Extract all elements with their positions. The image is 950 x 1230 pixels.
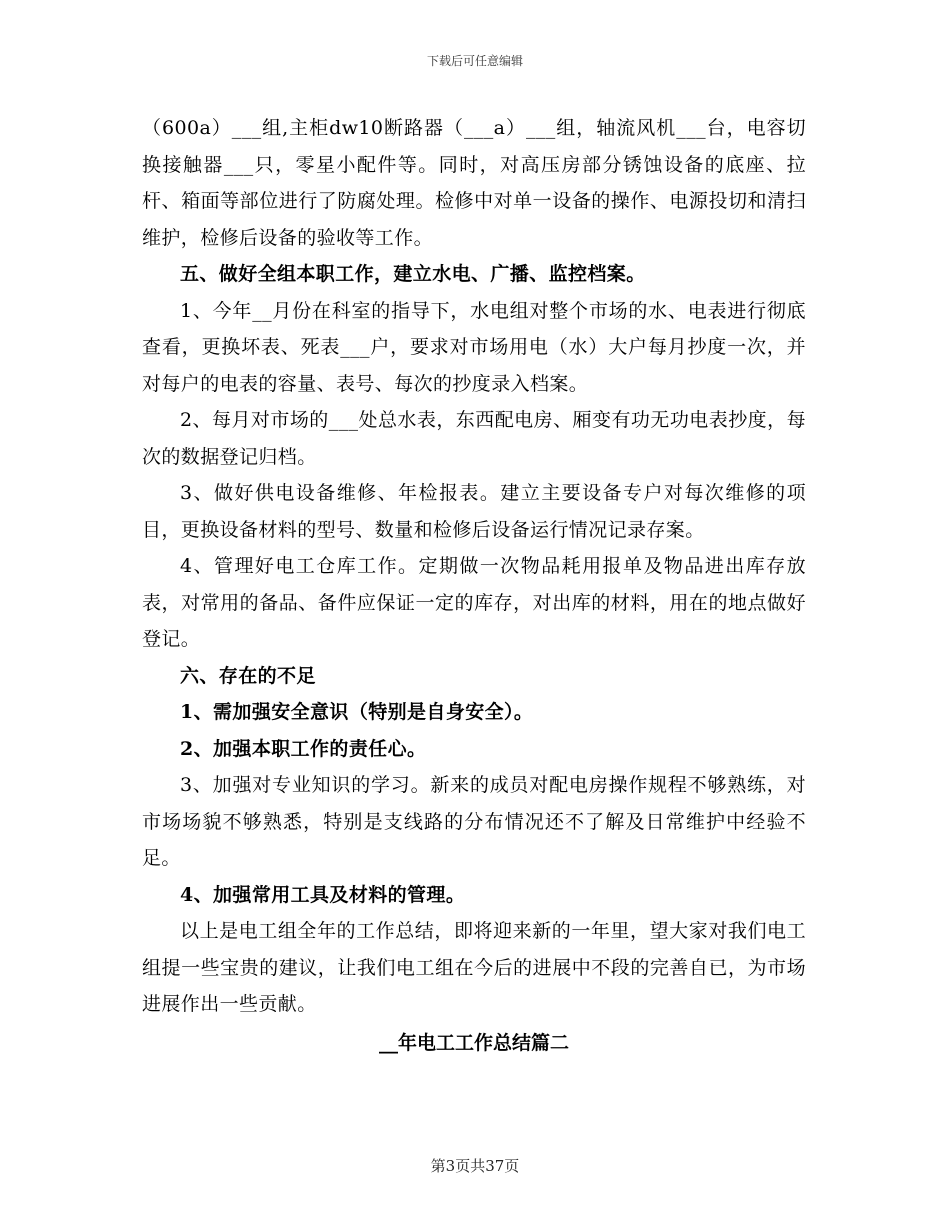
section-title-part-two: __年电工工作总结篇二 (378, 1031, 569, 1054)
paragraph-item-1: 1、今年__月份在科室的指导下，水电组对整个市场的水、电表进行彻底查看，更换坏表、死表___户，要求对市场用电（水）大户每月抄度一次，并对每户的电表的容量、表号、每次的抄度录入档案。 (142, 299, 806, 395)
shortcoming-item-4: 4、加强常用工具及材料的管理。 (180, 883, 466, 906)
paragraph-item-4: 4、管理好电工仓库工作。定期做一次物品耗用报单及物品进出库存放表，对常用的备品、备件应保证一定的库存，对出库的材料，用在的地点做好登记。 (142, 555, 806, 650)
shortcoming-item-2: 2、加强本职工作的责任心。 (180, 737, 427, 760)
page-footer: 第3页共37页 (430, 1157, 520, 1175)
paragraph-equipment-repair: （600a）___组,主柜dw10断路器（___a）___组，轴流风机___台，电容切换接触器___只，零星小配件等。同时，对高压房部分锈蚀设备的底座、拉杆、箱面等部位进行了防腐处理。检修中对单一设备的操作、电源投切和清扫维护，检修后设备的验收等工作。 (142, 117, 806, 249)
heading-section-six: 六、存在的不足 (180, 664, 316, 687)
paragraph-conclusion: 以上是电工组全年的工作总结，即将迎来新的一年里，望大家对我们电工组提一些宝贵的建议，让我们电工组在今后的进展中不段的完善自已，为市场进展作出一些贡献。 (142, 920, 806, 1015)
shortcoming-item-3: 3、加强对专业知识的学习。新来的成员对配电房操作规程不够熟练，对市场场貌不够熟悉，特别是支线路的分布情况还不了解及日常维护中经验不足。 (142, 774, 806, 869)
paragraph-item-3: 3、做好供电设备维修、年检报表。建立主要设备专户对每次维修的项目，更换设备材料的型号、数量和检修后设备运行情况记录存案。 (142, 482, 806, 541)
paragraph-item-2: 2、每月对市场的___处总水表，东西配电房、厢变有功无功电表抄度，每次的数据登记归档。 (142, 409, 806, 468)
heading-section-five: 五、做好全组本职工作，建立水电、广播、监控档案。 (180, 263, 646, 285)
page-header: 下载后可任意编辑 (426, 54, 523, 68)
shortcoming-item-1: 1、需加强安全意识（特别是自身安全）。 (180, 701, 534, 723)
document-body (142, 110, 806, 1061)
